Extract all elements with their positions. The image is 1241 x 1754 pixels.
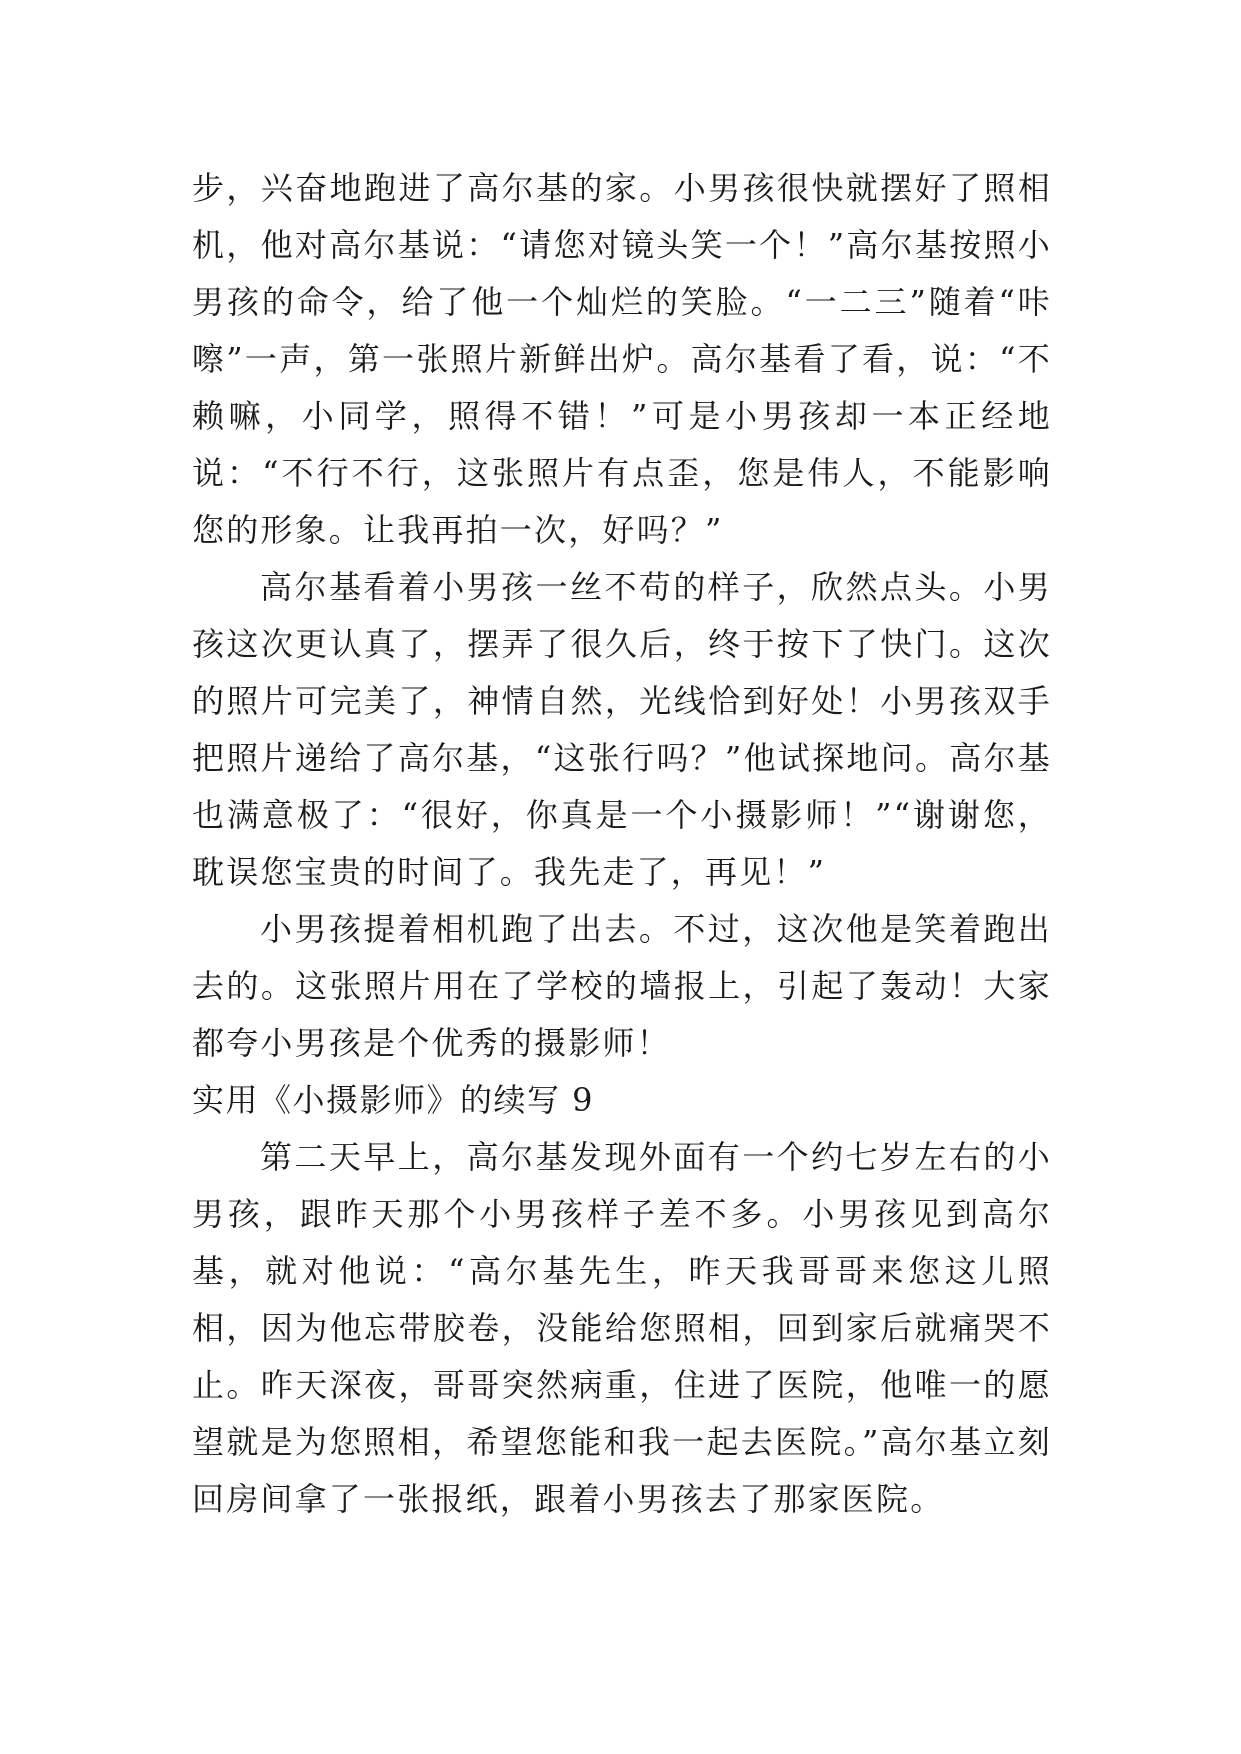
section-heading: 实用《小摄影师》的续写 9 — [192, 1081, 595, 1119]
paragraph-3: 小男孩提着相机跑了出去。不过，这次他是笑着跑出去的。这张照片用在了学校的墙报上，引起了轰动！大家都夸小男孩是个优秀的摄影师！ — [192, 910, 1052, 1062]
paragraph-4: 第二天早上，高尔基发现外面有一个约七岁左右的小男孩，跟昨天那个小男孩样子差不多。小男孩见到高尔基，就对他说：“高尔基先生，昨天我哥哥来您这儿照相，因为他忘带胶卷，没能给您照相，回到家后就痛哭不止。昨天深夜，哥哥突然病重，住进了医院，他唯一的愿望就是为您照相，希望您能和我一起去医院。”高尔基立刻回房间拿了一张报纸，跟着小男孩去了那家医院。 — [192, 1138, 1052, 1518]
document-body — [192, 160, 1052, 1528]
paragraph-1: 步，兴奋地跑进了高尔基的家。小男孩很快就摆好了照相机，他对高尔基说：“请您对镜头笑一个！”高尔基按照小男孩的命令，给了他一个灿烂的笑脸。“一二三”随着“咔嚓”一声，第一张照片新鲜出炉。高尔基看了看，说：“不赖嘛，小同学，照得不错！”可是小男孩却一本正经地说：“不行不行，这张照片有点歪，您是伟人，不能影响您的形象。让我再拍一次，好吗？” — [192, 169, 1052, 549]
paragraph-2: 高尔基看着小男孩一丝不苟的样子，欣然点头。小男孩这次更认真了，摆弄了很久后，终于按下了快门。这次的照片可完美了，神情自然，光线恰到好处！小男孩双手把照片递给了高尔基，“这张行吗？”他试探地问。高尔基也满意极了：“很好，你真是一个小摄影师！”“谢谢您，耽误您宝贵的时间了。我先走了，再见！” — [192, 568, 1052, 891]
